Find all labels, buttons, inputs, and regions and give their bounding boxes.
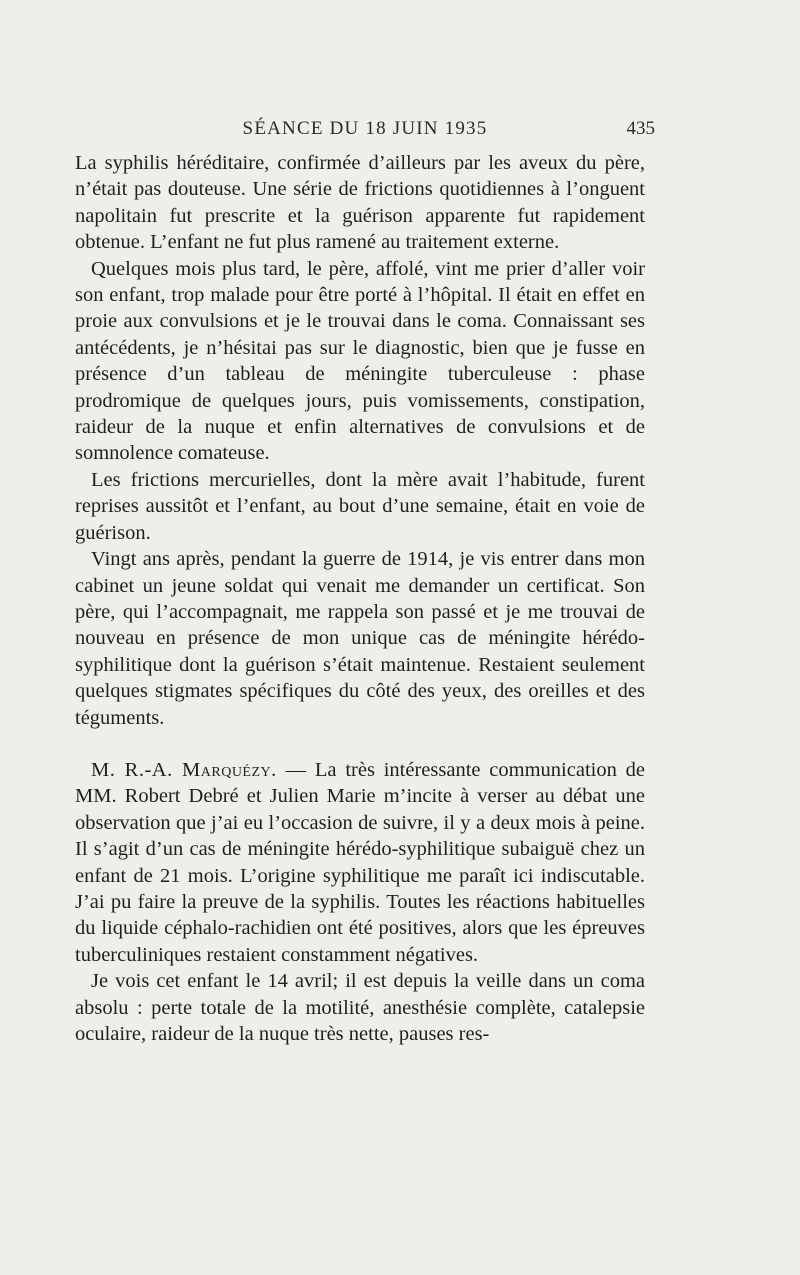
paragraph: Je vois cet enfant le 14 avril; il est depuis la veille dans un coma absolu : perte totale de la motilité, anesthésie complète, catalepsie oculaire, raideur de la nuque très nette, pauses res- <box>75 970 645 1045</box>
paragraph: Les frictions mercurielles, dont la mère avait l’habitude, furent reprises aussitôt et l’enfant, au bout d’une semaine, était en voie de guérison. <box>75 468 645 544</box>
speaker-dash: — <box>276 758 315 781</box>
header-title: SÉANCE DU 18 JUIN 1935 <box>242 118 488 139</box>
intervention-text: La très intéressante communication de MM. Robert Debré et Julien Marie m’incite à verser au débat une observation que j’ai eu l’occasion de suivre, il y a deux mois à peine. Il s’agit d’un cas de méningite hérédo-syphilitique subaiguë chez un enfant de 21 mois. L’origine syphilitique me paraît ici indiscutable. J’ai pu faire la preuve de la syphilis. Toutes les réactions habituelles du liquide céphalo-rachidien ont été positives, alors que les épreuves tuberculiniques restaient constamment négatives. <box>75 758 645 966</box>
body-text <box>75 150 645 1047</box>
speaker-name: M. R.-A. Marquézy. <box>91 758 277 781</box>
intervention-paragraph <box>75 757 645 968</box>
page-number: 435 <box>626 118 655 139</box>
paragraph: Vingt ans après, pendant la guerre de 1914, je vis entrer dans mon cabinet un jeune soldat qui venait me demander un certificat. Son père, qui l’accompagnait, me rappela son passé et je me trouvai de nouveau en présence de mon unique cas de méningite hérédo-syphilitique dont la guérison s’était maintenue. Restaient seulement quelques stigmates spécifiques du côté des yeux, des oreilles et des téguments. <box>75 548 645 729</box>
running-header <box>75 118 655 148</box>
paragraph: La syphilis héréditaire, confirmée d’ailleurs par les aveux du père, n’était pas douteuse. Une série de frictions quotidiennes à l’onguent napolitain fut prescrite et la guérison apparente fut rapidement obtenue. L’enfant ne fut plus ramené au traitement externe. <box>75 152 645 254</box>
paragraph: Quelques mois plus tard, le père, affolé, vint me prier d’aller voir son enfant, trop malade pour être porté à l’hôpital. Il était en effet en proie aux convulsions et je le trouvai dans le coma. Connaissant ses antécédents, je n’hésitai pas sur le diagnostic, bien que je fusse en présence d’un tableau de méningite tuberculeuse : phase prodromique de quelques jours, puis vomissements, constipation, raideur de la nuque et enfin alternatives de convulsions et de somnolence comateuse. <box>75 257 645 465</box>
